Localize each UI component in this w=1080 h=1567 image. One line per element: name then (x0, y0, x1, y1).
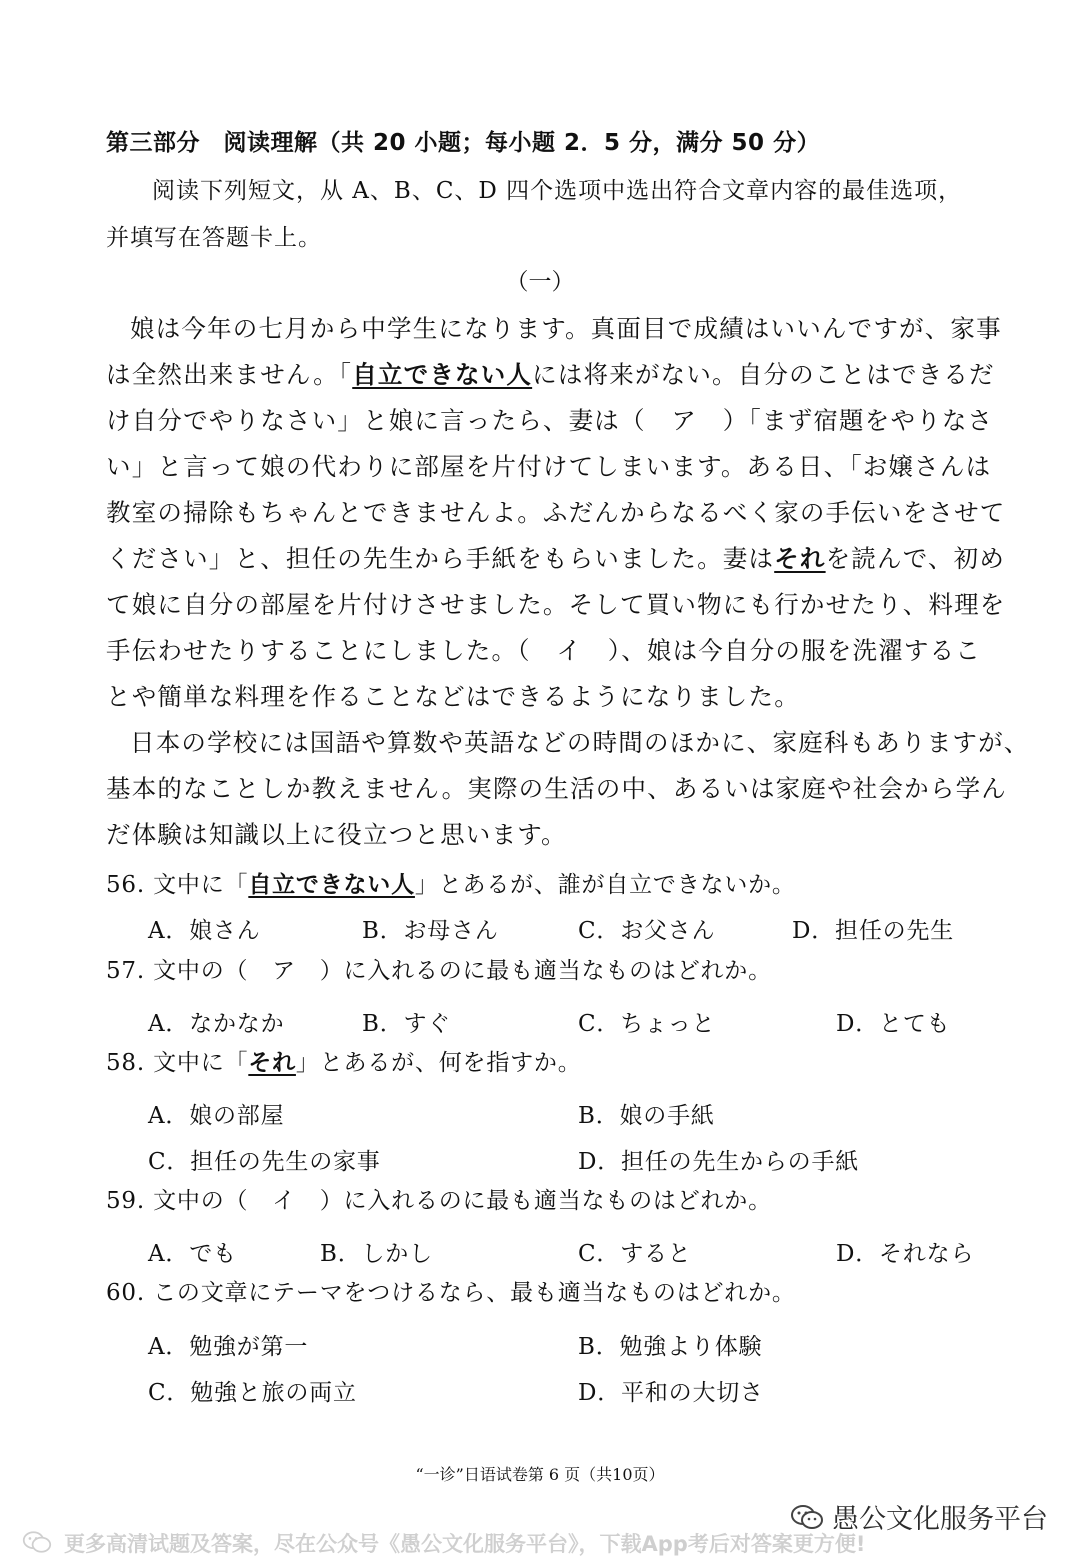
question-58 (106, 1044, 582, 1077)
question-stem: 文中の（ イ ）に入れるのに最も適当なものはどれか。 (153, 1188, 772, 1214)
passage-line (106, 540, 1005, 575)
question-57 (106, 952, 772, 985)
option-58-c[interactable]: C．担任の先生の家事 (148, 1149, 381, 1175)
passage-line: て娘に自分の部屋を片付けさせました。そして買い物にも行かせたり、料理を (106, 590, 1006, 619)
passage-line: 日本の学校には国語や算数や英語などの時間のほかに、家庭科もありますが、 (130, 728, 1030, 757)
option-58-b[interactable]: B．娘の手紙 (578, 1103, 715, 1129)
option-60-d[interactable]: D．平和の大切さ (578, 1380, 764, 1406)
passage-title: （一） (505, 269, 575, 295)
question-stem: この文章にテーマをつけるなら、最も適当なものはどれか。 (153, 1280, 796, 1306)
question-number: 58. (106, 1050, 145, 1076)
passage-line: だ体験は知識以上に役立つと思います。 (106, 820, 567, 849)
question-59 (106, 1182, 772, 1215)
option-60-a[interactable]: A．勉強が第一 (148, 1334, 309, 1360)
underlined-phrase: 自立できない人 (352, 360, 533, 389)
passage-line: 基本的なことしか教えません。実際の生活の中、あるいは家庭や社会から学ん (106, 774, 1007, 803)
question-stem: 」とあるが、誰が自立できないか。 (414, 872, 796, 898)
underlined-phrase: 自立できない人 (248, 871, 415, 898)
passage-text: には将来がない。自分のことはできるだ (532, 360, 995, 389)
option-59-a[interactable]: A．でも (148, 1241, 237, 1267)
wechat-icon (790, 1503, 824, 1531)
passage-line: 教室の掃除もちゃんとできませんよ。ふだんからなるべく家の手伝いをさせて (106, 498, 1006, 527)
option-57-b[interactable]: B．すぐ (362, 1011, 452, 1037)
passage-line: け自分でやりなさい」と娘に言ったら、妻は（ ア ）「まず宿題をやりなさ (106, 406, 994, 435)
watermark-banner (22, 1528, 865, 1558)
instruction-line-1: 阅读下列短文，从 A、B、C、D 四个选项中选出符合文章内容的最佳选项， (152, 178, 963, 204)
section-title: 第三部分 阅读理解（共 20 小题；每小题 2．5 分，满分 50 分） (106, 130, 821, 156)
question-stem: 」とあるが、何を指すか。 (295, 1050, 582, 1076)
underlined-phrase: それ (774, 544, 826, 573)
page-footer: “一诊”日语试卷第 6 页（共10页） (415, 1465, 665, 1484)
question-60 (106, 1274, 796, 1307)
option-59-d[interactable]: D．それなら (836, 1241, 975, 1267)
passage-line: とや簡単な料理を作ることなどはできるようになりました。 (106, 682, 800, 711)
option-60-b[interactable]: B．勉強より体験 (578, 1334, 763, 1360)
passage-line (106, 356, 995, 391)
passage-text: を読んで、初め (825, 544, 1006, 573)
option-56-c[interactable]: C．お父さん (578, 918, 716, 944)
question-stem: 文中に「 (153, 872, 249, 898)
question-number: 56. (106, 872, 145, 898)
instruction-line-2: 并填写在答题卡上。 (106, 225, 322, 251)
watermark-banner-text: 更多高清试题及答案，尽在公众号《愚公文化服务平台》，下载App考后对答案更方便! (64, 1532, 866, 1556)
option-58-d[interactable]: D．担任の先生からの手紙 (578, 1149, 860, 1175)
passage-line: い」と言って娘の代わりに部屋を片付けてしまいます。ある日、「お嬢さんは (106, 452, 992, 481)
watermark-brand-text: 愚公文化服务平台 (832, 1504, 1048, 1535)
question-number: 60. (106, 1280, 145, 1306)
wechat-icon (22, 1529, 56, 1557)
option-59-c[interactable]: C．すると (578, 1241, 692, 1267)
option-57-c[interactable]: C．ちょっと (578, 1011, 716, 1037)
option-59-b[interactable]: B．しかし (320, 1241, 433, 1267)
passage-line: 手伝わせたりすることにしました。（ イ ）、娘は今自分の服を洗濯するこ (106, 636, 981, 665)
underlined-phrase: それ (248, 1049, 296, 1076)
option-60-c[interactable]: C．勉強と旅の両立 (148, 1380, 357, 1406)
option-56-b[interactable]: B．お母さん (362, 918, 499, 944)
option-58-a[interactable]: A．娘の部屋 (148, 1103, 285, 1129)
question-stem: 文中に「 (153, 1050, 249, 1076)
question-number: 57. (106, 958, 145, 984)
option-57-a[interactable]: A．なかなか (148, 1011, 285, 1037)
passage-text: ください」と、担任の先生から手紙をもらいました。妻は (106, 544, 775, 573)
question-number: 59. (106, 1188, 145, 1214)
option-56-d[interactable]: D．担任の先生 (792, 918, 955, 944)
question-56 (106, 866, 796, 899)
passage-text: は全然出来ません。「 (106, 360, 353, 389)
passage-line: 娘は今年の七月から中学生になります。真面目で成績はいいんですが、家事 (130, 314, 1002, 343)
option-57-d[interactable]: D．とても (836, 1011, 951, 1037)
question-stem: 文中の（ ア ）に入れるのに最も適当なものはどれか。 (153, 958, 772, 984)
option-56-a[interactable]: A．娘さん (148, 918, 261, 944)
